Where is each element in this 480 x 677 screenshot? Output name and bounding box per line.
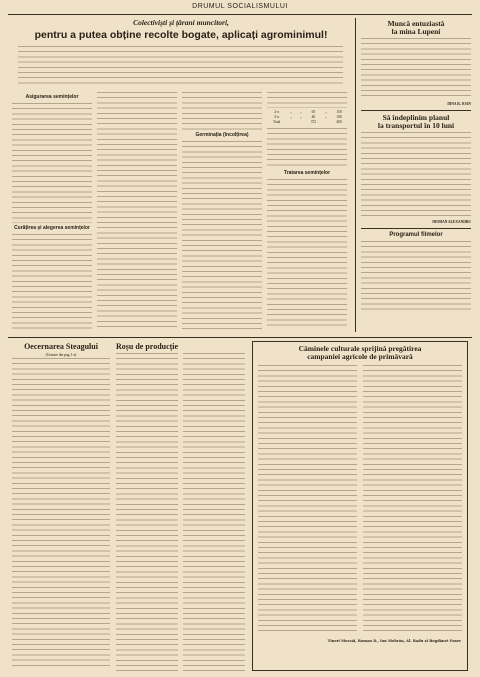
red-production-title: Roșu de producție xyxy=(116,342,179,351)
film-program-list xyxy=(361,241,471,311)
table-row: 2-a „ „ 65 „ 150 xyxy=(274,110,342,114)
column-text xyxy=(182,92,262,130)
mine-article-title: Muncă entuziastă la mina Lupeni xyxy=(387,19,445,36)
film-program-title: Programul filmelor xyxy=(389,232,443,239)
bottom-left-article xyxy=(12,341,110,671)
column-text xyxy=(116,353,178,671)
column-text xyxy=(258,365,357,635)
top-story-intro xyxy=(18,46,343,86)
section-divider xyxy=(8,337,472,338)
section-heading-treatment: Tratarea semințelor xyxy=(283,169,331,176)
transport-article-title: Să îndeplinim planul la transportul în 10 luni xyxy=(377,113,455,131)
column-text xyxy=(12,358,110,668)
column-divider xyxy=(355,18,356,332)
section-heading-germination: Germinația (încolțirea) xyxy=(195,132,249,138)
table-row: Total 372 400 xyxy=(272,120,342,125)
top-story-kicker: Colectiviști și țărani muncitori, xyxy=(133,18,229,27)
masthead: DRUMUL SOCIALISMULUI xyxy=(192,3,288,10)
transport-article-signature: DEMIAN ALEXANDRU xyxy=(432,220,471,225)
section-heading-seeds: Asigurarea semințelor xyxy=(25,94,79,100)
article-column-2 xyxy=(97,92,177,332)
right-column xyxy=(361,18,471,334)
section-divider xyxy=(361,110,471,111)
column-text xyxy=(361,132,471,218)
section-heading-cleaning: Curățirea și alegerea semințelor xyxy=(14,225,90,231)
column-text xyxy=(267,92,347,108)
column-text xyxy=(267,128,347,168)
top-story-headline: pentru a putea obține recolte bogate, aplicați agrominimul! xyxy=(34,29,328,41)
flag-article-dateline: (Urmare din pag. I-a) xyxy=(45,353,77,357)
cultural-homes-signature: Tineri Mocsăi, Roman D., Ion Mehrăn, Al. Radu și Bogdănet Paser xyxy=(327,639,461,643)
seed-table xyxy=(267,110,347,126)
column-text xyxy=(12,234,92,332)
column-text xyxy=(182,141,262,331)
column-text xyxy=(361,38,471,100)
cultural-homes-title: Căminele culturale sprijină pregătirea campaniei agricole de primăvară xyxy=(298,344,422,361)
column-text xyxy=(97,92,177,330)
article-column-1 xyxy=(12,92,92,332)
flag-article-title: Oecernarea Steagului xyxy=(24,342,98,351)
article-column-3 xyxy=(182,92,262,332)
column-text xyxy=(363,365,462,635)
table-row: 3-a „ „ 40 „ 100 xyxy=(274,115,342,120)
column-text xyxy=(267,179,347,327)
bottom-middle-article xyxy=(116,341,246,671)
column-text xyxy=(12,103,92,223)
section-divider xyxy=(361,228,471,229)
article-column-4 xyxy=(267,92,347,332)
column-text xyxy=(183,353,245,671)
masthead-rule xyxy=(8,14,472,15)
cultural-homes-box xyxy=(252,341,468,671)
mine-article-signature: DINA R. IOAN xyxy=(447,102,471,106)
